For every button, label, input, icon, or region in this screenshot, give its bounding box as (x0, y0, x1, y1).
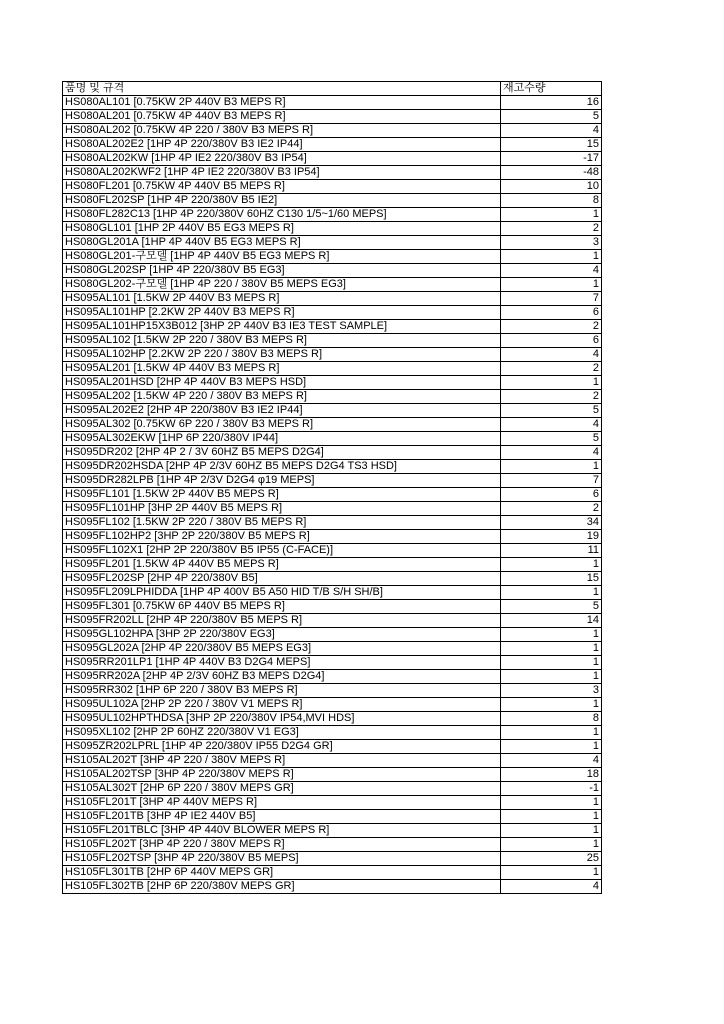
table-row (63, 404, 602, 418)
stock-qty-cell: 1 (501, 866, 602, 880)
stock-qty-cell: 11 (501, 544, 602, 558)
stock-qty-cell: 1 (501, 376, 602, 390)
table-row (63, 782, 602, 796)
table-row (63, 124, 602, 138)
table-row (63, 320, 602, 334)
item-name-cell: HS095AL302EKW [1HP 6P 220/380V IP44] (63, 432, 501, 446)
stock-qty-cell: -1 (501, 782, 602, 796)
item-name-cell: HS080AL101 [0.75KW 2P 440V B3 MEPS R] (63, 96, 501, 110)
item-name-cell: HS095FL209LPHIDDA [1HP 4P 400V B5 A50 HID T/B S/H SH/B] (63, 586, 501, 600)
table-row (63, 194, 602, 208)
stock-qty-cell: 1 (501, 460, 602, 474)
table-row (63, 138, 602, 152)
item-name-cell: HS095FL201 [1.5KW 4P 440V B5 MEPS R] (63, 558, 501, 572)
stock-qty-cell: 1 (501, 278, 602, 292)
table-row (63, 670, 602, 684)
stock-qty-cell: 4 (501, 264, 602, 278)
stock-qty-cell: 19 (501, 530, 602, 544)
table-row (63, 558, 602, 572)
stock-qty-cell: 18 (501, 768, 602, 782)
stock-qty-cell: -48 (501, 166, 602, 180)
stock-qty-cell: 7 (501, 474, 602, 488)
item-name-cell: HS095AL202E2 [2HP 4P 220/380V B3 IE2 IP44] (63, 404, 501, 418)
stock-qty-cell: 5 (501, 600, 602, 614)
stock-qty-cell: 7 (501, 292, 602, 306)
table-row (63, 656, 602, 670)
stock-qty-cell: 1 (501, 208, 602, 222)
item-name-cell: HS105AL302T [2HP 6P 220 / 380V MEPS GR] (63, 782, 501, 796)
stock-qty-cell: 5 (501, 432, 602, 446)
item-name-cell: HS080GL101 [1HP 2P 440V B5 EG3 MEPS R] (63, 222, 501, 236)
item-name-cell: HS095FL102X1 [2HP 2P 220/380V B5 IP55 (C-FACE)] (63, 544, 501, 558)
item-name-cell: HS095GL102HPA [3HP 2P 220/380V EG3] (63, 628, 501, 642)
item-name-cell: HS095AL202 [1.5KW 4P 220 / 380V B3 MEPS R] (63, 390, 501, 404)
stock-qty-cell: 1 (501, 558, 602, 572)
item-name-cell: HS095ZR202LPRL [1HP 4P 220/380V IP55 D2G4 GR] (63, 740, 501, 754)
item-name-cell: HS095AL101HP [2.2KW 2P 440V B3 MEPS R] (63, 306, 501, 320)
item-name-cell: HS095FL301 [0.75KW 6P 440V B5 MEPS R] (63, 600, 501, 614)
stock-qty-cell: 4 (501, 124, 602, 138)
item-name-cell: HS105AL202TSP [3HP 4P 220/380V MEPS R] (63, 768, 501, 782)
header-row (63, 82, 602, 96)
table-row (63, 264, 602, 278)
item-name-cell: HS105FL301TB [2HP 6P 440V MEPS GR] (63, 866, 501, 880)
stock-qty-cell: 34 (501, 516, 602, 530)
stock-qty-cell: 8 (501, 194, 602, 208)
table-row (63, 110, 602, 124)
stock-qty-cell: 3 (501, 684, 602, 698)
table-row (63, 530, 602, 544)
table-row (63, 866, 602, 880)
table-row (63, 712, 602, 726)
table-row (63, 796, 602, 810)
item-name-cell: HS095UL102A [2HP 2P 220 / 380V V1 MEPS R] (63, 698, 501, 712)
table-row (63, 516, 602, 530)
stock-qty-cell: 1 (501, 740, 602, 754)
table-row (63, 474, 602, 488)
stock-qty-cell: 6 (501, 488, 602, 502)
item-name-cell: HS095AL201HSD [2HP 4P 440V B3 MEPS HSD] (63, 376, 501, 390)
stock-qty-cell: 4 (501, 446, 602, 460)
table-row (63, 852, 602, 866)
item-name-cell: HS095RR202A [2HP 4P 2/3V 60HZ B3 MEPS D2G4] (63, 670, 501, 684)
item-name-cell: HS080GL201A [1HP 4P 440V B5 EG3 MEPS R] (63, 236, 501, 250)
item-name-cell: HS080GL201-구모델 [1HP 4P 440V B5 EG3 MEPS R] (63, 250, 501, 264)
stock-qty-cell: 3 (501, 236, 602, 250)
table-row (63, 880, 602, 894)
item-name-cell: HS095AL102HP [2.2KW 2P 220 / 380V B3 MEPS R] (63, 348, 501, 362)
table-row (63, 768, 602, 782)
stock-qty-cell: 8 (501, 712, 602, 726)
item-name-cell: HS080AL202E2 [1HP 4P 220/380V B3 IE2 IP44] (63, 138, 501, 152)
inventory-table (62, 81, 602, 894)
item-name-cell: HS080AL201 [0.75KW 4P 440V B3 MEPS R] (63, 110, 501, 124)
stock-qty-cell: 1 (501, 698, 602, 712)
item-name-cell: HS080FL282C13 [1HP 4P 220/380V 60HZ C130 1/5~1/60 MEPS] (63, 208, 501, 222)
item-name-cell: HS095AL101 [1.5KW 2P 440V B3 MEPS R] (63, 292, 501, 306)
item-name-cell: HS095DR202HSDA [2HP 4P 2/3V 60HZ B5 MEPS D2G4 TS3 HSD] (63, 460, 501, 474)
table-row (63, 446, 602, 460)
table-row (63, 460, 602, 474)
item-name-cell: HS105FL201TB [3HP 4P IE2 440V B5] (63, 810, 501, 824)
table-row (63, 824, 602, 838)
table-row (63, 502, 602, 516)
item-name-cell: HS095DR282LPB [1HP 4P 2/3V D2G4 φ19 MEPS] (63, 474, 501, 488)
table-row (63, 810, 602, 824)
table-row (63, 390, 602, 404)
item-name-cell: HS080GL202-구모델 [1HP 4P 220 / 380V B5 MEPS EG3] (63, 278, 501, 292)
stock-qty-cell: 1 (501, 796, 602, 810)
stock-qty-cell: 1 (501, 824, 602, 838)
table-row (63, 488, 602, 502)
stock-qty-cell: 1 (501, 810, 602, 824)
item-name-cell: HS080GL202SP [1HP 4P 220/380V B5 EG3] (63, 264, 501, 278)
stock-qty-cell: 2 (501, 502, 602, 516)
item-name-cell: HS105FL201T [3HP 4P 440V MEPS R] (63, 796, 501, 810)
item-name-cell: HS080FL202SP [1HP 4P 220/380V B5 IE2] (63, 194, 501, 208)
table-row (63, 334, 602, 348)
item-name-cell: HS095FL101 [1.5KW 2P 440V B5 MEPS R] (63, 488, 501, 502)
stock-qty-cell: 15 (501, 572, 602, 586)
item-name-cell: HS080AL202 [0.75KW 4P 220 / 380V B3 MEPS R] (63, 124, 501, 138)
item-name-cell: HS095RR201LP1 [1HP 4P 440V B3 D2G4 MEPS] (63, 656, 501, 670)
item-name-cell: HS095AL101HP15X3B012 [3HP 2P 440V B3 IE3 TEST SAMPLE] (63, 320, 501, 334)
item-name-cell: HS095AL201 [1.5KW 4P 440V B3 MEPS R] (63, 362, 501, 376)
table-row (63, 684, 602, 698)
table-row (63, 292, 602, 306)
item-name-cell: HS095AL302 [0.75KW 6P 220 / 380V B3 MEPS R] (63, 418, 501, 432)
table-row (63, 642, 602, 656)
stock-qty-cell: 4 (501, 348, 602, 362)
stock-qty-cell: 4 (501, 418, 602, 432)
stock-qty-cell: 1 (501, 586, 602, 600)
stock-qty-cell: 16 (501, 96, 602, 110)
item-name-cell: HS105FL302TB [2HP 6P 220/380V MEPS GR] (63, 880, 501, 894)
item-name-cell: HS095GL202A [2HP 4P 220/380V B5 MEPS EG3] (63, 642, 501, 656)
table-row (63, 306, 602, 320)
table-row (63, 180, 602, 194)
stock-qty-cell: 25 (501, 852, 602, 866)
stock-qty-cell: 1 (501, 838, 602, 852)
stock-qty-cell: 1 (501, 656, 602, 670)
table-row (63, 544, 602, 558)
table-row (63, 698, 602, 712)
table-row (63, 586, 602, 600)
item-name-cell: HS080AL202KWF2 [1HP 4P IE2 220/380V B3 IP54] (63, 166, 501, 180)
item-name-cell: HS105FL202TSP [3HP 4P 220/380V B5 MEPS] (63, 852, 501, 866)
stock-qty-cell: 6 (501, 334, 602, 348)
item-name-cell: HS095AL102 [1.5KW 2P 220 / 380V B3 MEPS R] (63, 334, 501, 348)
table-row (63, 418, 602, 432)
stock-qty-cell: -17 (501, 152, 602, 166)
table-row (63, 432, 602, 446)
table-row (63, 96, 602, 110)
table-row (63, 166, 602, 180)
item-name-cell: HS080FL201 [0.75KW 4P 440V B5 MEPS R] (63, 180, 501, 194)
stock-qty-cell: 1 (501, 726, 602, 740)
item-name-cell: HS095FL102 [1.5KW 2P 220 / 380V B5 MEPS R] (63, 516, 501, 530)
item-name-cell: HS105AL202T [3HP 4P 220 / 380V MEPS R] (63, 754, 501, 768)
stock-qty-cell: 2 (501, 390, 602, 404)
stock-qty-cell: 1 (501, 250, 602, 264)
item-name-cell: HS095UL102HPTHDSA [3HP 2P 220/380V IP54,MVI HDS] (63, 712, 501, 726)
item-name-cell: HS095DR202 [2HP 4P 2 / 3V 60HZ B5 MEPS D2G4] (63, 446, 501, 460)
table-row (63, 236, 602, 250)
item-name-cell: HS095FR202LL [2HP 4P 220/380V B5 MEPS R] (63, 614, 501, 628)
stock-qty-cell: 6 (501, 306, 602, 320)
stock-qty-cell: 1 (501, 628, 602, 642)
item-name-cell: HS080AL202KW [1HP 4P IE2 220/380V B3 IP54] (63, 152, 501, 166)
table-row (63, 572, 602, 586)
table-row (63, 740, 602, 754)
item-name-cell: HS095FL102HP2 [3HP 2P 220/380V B5 MEPS R] (63, 530, 501, 544)
stock-qty-cell: 14 (501, 614, 602, 628)
header-qty: 재고수량 (501, 82, 602, 96)
item-name-cell: HS105FL202T [3HP 4P 220 / 380V MEPS R] (63, 838, 501, 852)
table-row (63, 222, 602, 236)
table-row (63, 152, 602, 166)
stock-qty-cell: 2 (501, 222, 602, 236)
table-row (63, 278, 602, 292)
item-name-cell: HS095FL101HP [3HP 2P 440V B5 MEPS R] (63, 502, 501, 516)
table-row (63, 208, 602, 222)
item-name-cell: HS095RR302 [1HP 6P 220 / 380V B3 MEPS R] (63, 684, 501, 698)
table-row (63, 376, 602, 390)
stock-qty-cell: 2 (501, 320, 602, 334)
stock-qty-cell: 15 (501, 138, 602, 152)
table-body (63, 96, 602, 894)
stock-qty-cell: 5 (501, 110, 602, 124)
stock-qty-cell: 2 (501, 362, 602, 376)
stock-qty-cell: 4 (501, 754, 602, 768)
stock-qty-cell: 5 (501, 404, 602, 418)
table-row (63, 754, 602, 768)
stock-qty-cell: 4 (501, 880, 602, 894)
item-name-cell: HS095FL202SP [2HP 4P 220/380V B5] (63, 572, 501, 586)
stock-qty-cell: 1 (501, 670, 602, 684)
table-row (63, 250, 602, 264)
stock-qty-cell: 10 (501, 180, 602, 194)
table-row (63, 726, 602, 740)
table-row (63, 600, 602, 614)
item-name-cell: HS105FL201TBLC [3HP 4P 440V BLOWER MEPS R] (63, 824, 501, 838)
table-row (63, 628, 602, 642)
table-row (63, 614, 602, 628)
item-name-cell: HS095XL102 [2HP 2P 60HZ 220/380V V1 EG3] (63, 726, 501, 740)
table-row (63, 362, 602, 376)
table-row (63, 348, 602, 362)
table-row (63, 838, 602, 852)
stock-qty-cell: 1 (501, 642, 602, 656)
header-name: 품명 및 규격 (63, 82, 501, 96)
